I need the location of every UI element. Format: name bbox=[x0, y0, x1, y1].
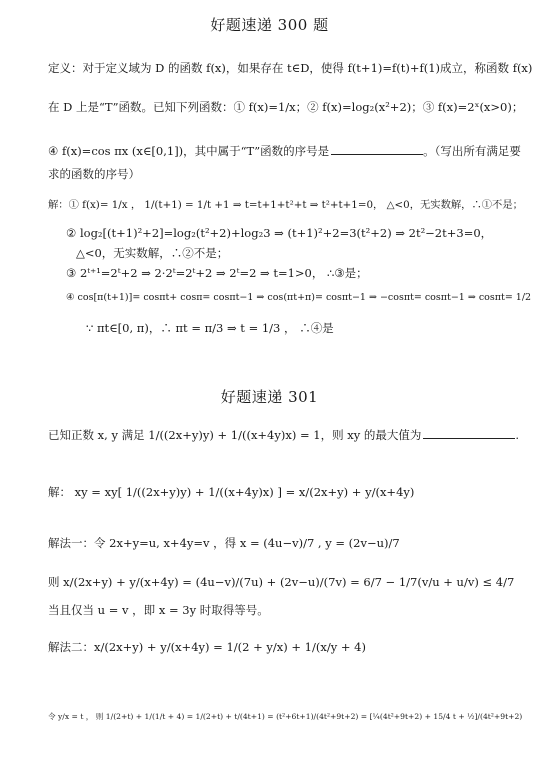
definition-line-3 bbox=[48, 143, 521, 159]
answer-blank-300 bbox=[331, 143, 423, 155]
section-301-title: 好题速递 301 bbox=[220, 388, 319, 406]
problem-301-text: 已知正数 x, y 满足 1/((2x+y)y) + 1/((x+4y)x) = 1，则 xy 的最大值为 bbox=[48, 428, 422, 442]
method-1-label: 解法一： bbox=[48, 536, 94, 550]
definition-note: 。（写出所有满足要 bbox=[423, 144, 521, 158]
section-300-title: 好题速递 300 题 bbox=[210, 16, 329, 34]
method-2-text: x/(2x+y) + y/(x+4y) = 1/(2 + y/x) + 1/(x/y + 4) bbox=[94, 640, 366, 654]
method-2-label: 解法二： bbox=[48, 640, 94, 654]
definition-line-2: 在 D 上是“T”函数。已知下列函数：① f(x)=1/x；② f(x)=log₂(x²+2)；③ f(x)=2ˣ(x>0)； bbox=[48, 100, 524, 114]
definition-line-4: 求的函数的序号） bbox=[48, 167, 140, 181]
solution-300-step-2b: △<0，无实数解，∴②不是； bbox=[76, 246, 229, 260]
problem-301-end: . bbox=[515, 428, 520, 442]
method-1 bbox=[48, 537, 400, 551]
definition-line-1: 定义：对于定义域为 D 的函数 f(x)，如果存在 t∈D，使得 f(t+1)=f(t)+f(1)成立，称函数 f(x) bbox=[48, 61, 533, 75]
method-2-substitution: 令 y/x = t ， 则 1/(2+t) + 1/(1/t + 4) = 1/(2+t) + t/(4t+1) = (t²+6t+1)/(4t²+9t+2) = [¼(4t²+9t+2) + 15/4 t + ½]/(4t²+9t+2) bbox=[48, 712, 523, 721]
method-1-derivation: 则 x/(2x+y) + y/(x+4y) = (4u−v)/(7u) + (2v−u)/(7v) = 6/7 − 1/7(v/u + u/v) ≤ 4/7 bbox=[48, 575, 515, 589]
method-1-equality: 当且仅当 u = v ，即 x = 3y 时取得等号。 bbox=[48, 603, 269, 617]
solution-300-step-2a: ② log₂[(t+1)²+2]=log₂(t²+2)+log₂3 ⇒ (t+1)²+2=3(t²+2) ⇒ 2t²−2t+3=0， bbox=[66, 226, 493, 240]
solution-300-step-4b: ∵ πt∈[0, π)，∴ πt = π/3 ⇒ t = 1/3 ， ∴④是 bbox=[86, 321, 334, 335]
definition-line-3-text: ④ f(x)=cos πx (x∈[0,1])，其中属于“T”函数的序号是 bbox=[48, 144, 330, 158]
solution-300-step-1: 解：① f(x)= 1/x ， 1/(t+1) = 1/t +1 ⇒ t=t+1+t²+t ⇒ t²+t+1=0， △<0，无实数解，∴①不是； bbox=[48, 199, 523, 211]
solution-301-intro: 解： xy = xy[ 1/((2x+y)y) + 1/((x+4y)x) ] = x/(2x+y) + y/(x+4y) bbox=[48, 485, 415, 499]
method-2 bbox=[48, 641, 366, 655]
solution-300-step-4a: ④ cos[π(t+1)]= cosπt+ cosπ= cosπt−1 ⇒ cos(πt+π)= cosπt−1 ⇒ −cosπt= cosπt−1 ⇒ cosπt= 1/2 bbox=[66, 292, 532, 303]
solution-300-step-3: ③ 2ᵗ⁺¹=2ᵗ+2 ⇒ 2·2ᵗ=2ᵗ+2 ⇒ 2ᵗ=2 ⇒ t=1>0， ∴③是； bbox=[66, 266, 368, 280]
answer-blank-301 bbox=[423, 427, 515, 439]
method-1-text: 令 2x+y=u, x+4y=v ，得 x = (4u−v)/7 , y = (2v−u)/7 bbox=[94, 536, 400, 550]
problem-301 bbox=[48, 427, 519, 443]
